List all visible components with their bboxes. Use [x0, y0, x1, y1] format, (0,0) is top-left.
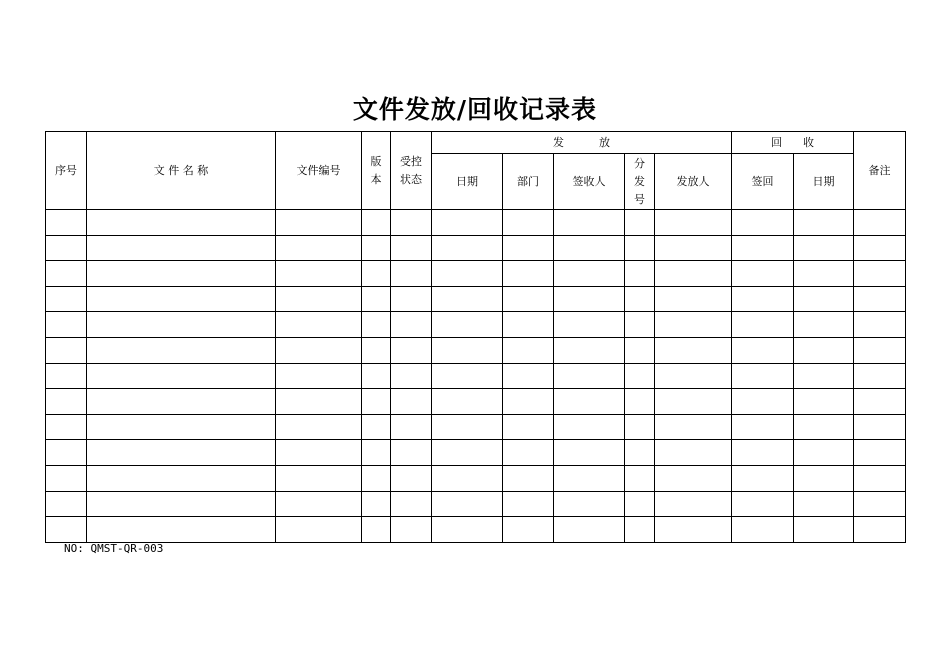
table-cell[interactable]	[732, 235, 794, 261]
table-cell[interactable]	[87, 389, 276, 415]
table-cell[interactable]	[794, 465, 854, 491]
header-issue-group: 发 放	[432, 132, 732, 154]
table-cell[interactable]	[625, 312, 655, 338]
table-cell[interactable]	[655, 210, 732, 236]
table-cell[interactable]	[432, 491, 503, 517]
table-cell[interactable]	[432, 440, 503, 466]
table-cell[interactable]	[732, 210, 794, 236]
table-cell[interactable]	[503, 440, 554, 466]
table-cell[interactable]	[432, 286, 503, 312]
table-cell[interactable]	[362, 337, 391, 363]
table-cell[interactable]	[87, 210, 276, 236]
table-cell[interactable]	[391, 491, 432, 517]
table-cell[interactable]	[503, 517, 554, 543]
table-cell[interactable]	[391, 363, 432, 389]
table-cell[interactable]	[854, 261, 906, 287]
table-cell[interactable]	[625, 491, 655, 517]
table-cell[interactable]	[554, 210, 625, 236]
table-cell[interactable]	[554, 389, 625, 415]
table-cell[interactable]	[554, 261, 625, 287]
table-cell[interactable]	[432, 517, 503, 543]
table-cell[interactable]	[794, 210, 854, 236]
table-cell[interactable]	[732, 517, 794, 543]
table-row	[46, 440, 906, 466]
table-cell[interactable]	[854, 517, 906, 543]
table-cell[interactable]	[794, 261, 854, 287]
table-cell[interactable]	[554, 235, 625, 261]
table-cell[interactable]	[391, 312, 432, 338]
table-row	[46, 286, 906, 312]
table-cell[interactable]	[46, 286, 87, 312]
table-cell[interactable]	[391, 337, 432, 363]
table-cell[interactable]	[625, 440, 655, 466]
table-cell[interactable]	[854, 389, 906, 415]
header-recall-group: 回 收	[732, 132, 854, 154]
table-row	[46, 414, 906, 440]
table-cell[interactable]	[854, 491, 906, 517]
table-cell[interactable]	[854, 286, 906, 312]
table-cell[interactable]	[432, 210, 503, 236]
table-cell[interactable]	[732, 261, 794, 287]
table-cell[interactable]	[854, 235, 906, 261]
table-cell[interactable]	[362, 312, 391, 338]
table-cell[interactable]	[362, 261, 391, 287]
header-file-code: 文件编号	[276, 132, 362, 210]
table-cell[interactable]	[87, 337, 276, 363]
table-cell[interactable]	[432, 363, 503, 389]
table-cell[interactable]	[854, 440, 906, 466]
table-cell[interactable]	[554, 312, 625, 338]
table-cell[interactable]	[276, 465, 362, 491]
table-cell[interactable]	[276, 517, 362, 543]
table-cell[interactable]	[732, 465, 794, 491]
table-cell[interactable]	[391, 465, 432, 491]
table-cell[interactable]	[554, 517, 625, 543]
page-title: 文件发放/回收记录表	[352, 95, 598, 124]
table-cell[interactable]	[362, 210, 391, 236]
table-cell[interactable]	[625, 389, 655, 415]
table-row	[46, 210, 906, 236]
table-cell[interactable]	[432, 261, 503, 287]
table-cell[interactable]	[503, 210, 554, 236]
table-cell[interactable]	[794, 389, 854, 415]
table-cell[interactable]	[362, 363, 391, 389]
record-table	[45, 131, 906, 543]
table-cell[interactable]	[87, 312, 276, 338]
header-recall-sign: 签回	[732, 154, 794, 210]
table-row	[46, 261, 906, 287]
table-cell[interactable]	[794, 363, 854, 389]
table-cell[interactable]	[46, 235, 87, 261]
table-cell[interactable]	[655, 414, 732, 440]
table-row	[46, 312, 906, 338]
table-cell[interactable]	[87, 517, 276, 543]
table-cell[interactable]	[655, 517, 732, 543]
table-row	[46, 491, 906, 517]
table-cell[interactable]	[362, 235, 391, 261]
table-cell[interactable]	[794, 235, 854, 261]
table-cell[interactable]	[391, 286, 432, 312]
table-cell[interactable]	[391, 440, 432, 466]
table-row	[46, 517, 906, 543]
table-cell[interactable]	[625, 414, 655, 440]
table-cell[interactable]	[503, 337, 554, 363]
table-cell[interactable]	[794, 517, 854, 543]
header-version: 版 本	[362, 132, 391, 210]
table-row	[46, 389, 906, 415]
table-cell[interactable]	[432, 235, 503, 261]
table-cell[interactable]	[854, 312, 906, 338]
table-cell[interactable]	[362, 414, 391, 440]
table-cell[interactable]	[625, 286, 655, 312]
table-cell[interactable]	[503, 261, 554, 287]
table-cell[interactable]	[391, 389, 432, 415]
table-cell[interactable]	[732, 337, 794, 363]
table-cell[interactable]	[794, 286, 854, 312]
table-cell[interactable]	[655, 286, 732, 312]
table-cell[interactable]	[554, 286, 625, 312]
table-row	[46, 337, 906, 363]
header-control-status: 受控 状态	[391, 132, 432, 210]
table-cell[interactable]	[554, 491, 625, 517]
table-cell[interactable]	[46, 440, 87, 466]
table-cell[interactable]	[625, 235, 655, 261]
table-cell[interactable]	[46, 261, 87, 287]
table-cell[interactable]	[794, 440, 854, 466]
table-cell[interactable]	[625, 465, 655, 491]
document-number: NO: QMST-QR-003	[64, 542, 164, 555]
table-cell[interactable]	[503, 312, 554, 338]
header-receiver: 签收人	[554, 154, 625, 210]
table-cell[interactable]	[46, 312, 87, 338]
table-cell[interactable]	[854, 465, 906, 491]
table-cell[interactable]	[391, 414, 432, 440]
table-cell[interactable]	[362, 389, 391, 415]
table-cell[interactable]	[655, 363, 732, 389]
table-cell[interactable]	[655, 337, 732, 363]
table-cell[interactable]	[87, 235, 276, 261]
table-cell[interactable]	[46, 491, 87, 517]
table-cell[interactable]	[276, 363, 362, 389]
table-cell[interactable]	[432, 337, 503, 363]
table-cell[interactable]	[391, 235, 432, 261]
table-cell[interactable]	[554, 337, 625, 363]
table-cell[interactable]	[655, 440, 732, 466]
table-cell[interactable]	[854, 210, 906, 236]
table-cell[interactable]	[46, 210, 87, 236]
table-cell[interactable]	[46, 517, 87, 543]
table-cell[interactable]	[46, 363, 87, 389]
table-cell[interactable]	[854, 337, 906, 363]
table-cell[interactable]	[276, 286, 362, 312]
table-cell[interactable]	[276, 389, 362, 415]
table-cell[interactable]	[276, 414, 362, 440]
table-cell[interactable]	[554, 440, 625, 466]
table-cell[interactable]	[276, 261, 362, 287]
table-cell[interactable]	[503, 235, 554, 261]
header-file-name: 文 件 名 称	[87, 132, 276, 210]
table-cell[interactable]	[732, 440, 794, 466]
table-cell[interactable]	[655, 389, 732, 415]
table-cell[interactable]	[46, 465, 87, 491]
table-cell[interactable]	[794, 337, 854, 363]
table-cell[interactable]	[46, 337, 87, 363]
table-cell[interactable]	[503, 465, 554, 491]
table-cell[interactable]	[362, 286, 391, 312]
table-cell[interactable]	[276, 235, 362, 261]
table-cell[interactable]	[655, 465, 732, 491]
table-cell[interactable]	[276, 210, 362, 236]
table-cell[interactable]	[46, 389, 87, 415]
table-cell[interactable]	[87, 286, 276, 312]
table-cell[interactable]	[655, 491, 732, 517]
table-row	[46, 235, 906, 261]
table-cell[interactable]	[625, 517, 655, 543]
table-cell[interactable]	[87, 414, 276, 440]
table-cell[interactable]	[732, 414, 794, 440]
table-cell[interactable]	[854, 414, 906, 440]
table-cell[interactable]	[655, 312, 732, 338]
table-cell[interactable]	[87, 491, 276, 517]
table-cell[interactable]	[87, 465, 276, 491]
table-cell[interactable]	[362, 517, 391, 543]
table-cell[interactable]	[503, 389, 554, 415]
table-cell[interactable]	[276, 337, 362, 363]
table-cell[interactable]	[655, 235, 732, 261]
table-cell[interactable]	[732, 286, 794, 312]
table-cell[interactable]	[276, 491, 362, 517]
table-cell[interactable]	[554, 465, 625, 491]
table-cell[interactable]	[655, 261, 732, 287]
table-cell[interactable]	[732, 389, 794, 415]
table-cell[interactable]	[362, 491, 391, 517]
table-cell[interactable]	[503, 286, 554, 312]
header-remark: 备注	[854, 132, 906, 210]
table-cell[interactable]	[625, 210, 655, 236]
table-cell[interactable]	[391, 210, 432, 236]
table-cell[interactable]	[625, 337, 655, 363]
table-cell[interactable]	[794, 312, 854, 338]
table-cell[interactable]	[362, 465, 391, 491]
header-row-1	[46, 132, 906, 154]
table-cell[interactable]	[276, 312, 362, 338]
table-cell[interactable]	[46, 414, 87, 440]
table-cell[interactable]	[794, 414, 854, 440]
header-issuer: 发放人	[655, 154, 732, 210]
header-seq: 序号	[46, 132, 87, 210]
table-cell[interactable]	[87, 261, 276, 287]
table-cell[interactable]	[432, 414, 503, 440]
header-department: 部门	[503, 154, 554, 210]
table-cell[interactable]	[625, 261, 655, 287]
header-recall-date: 日期	[794, 154, 854, 210]
table-cell[interactable]	[432, 389, 503, 415]
table-cell[interactable]	[554, 363, 625, 389]
table-cell[interactable]	[276, 440, 362, 466]
table-cell[interactable]	[625, 363, 655, 389]
table-cell[interactable]	[432, 465, 503, 491]
table-cell[interactable]	[854, 363, 906, 389]
header-issue-date: 日期	[432, 154, 503, 210]
table-cell[interactable]	[432, 312, 503, 338]
table-cell[interactable]	[87, 440, 276, 466]
table-cell[interactable]	[362, 440, 391, 466]
table-cell[interactable]	[503, 363, 554, 389]
table-cell[interactable]	[732, 491, 794, 517]
table-row	[46, 363, 906, 389]
table-cell[interactable]	[503, 491, 554, 517]
table-cell[interactable]	[794, 491, 854, 517]
table-row	[46, 465, 906, 491]
table-cell[interactable]	[732, 363, 794, 389]
table-cell[interactable]	[503, 414, 554, 440]
table-cell[interactable]	[732, 312, 794, 338]
table-cell[interactable]	[554, 414, 625, 440]
header-copy-number: 分 发 号	[625, 154, 655, 210]
table-cell[interactable]	[391, 517, 432, 543]
table-cell[interactable]	[391, 261, 432, 287]
table-cell[interactable]	[87, 363, 276, 389]
